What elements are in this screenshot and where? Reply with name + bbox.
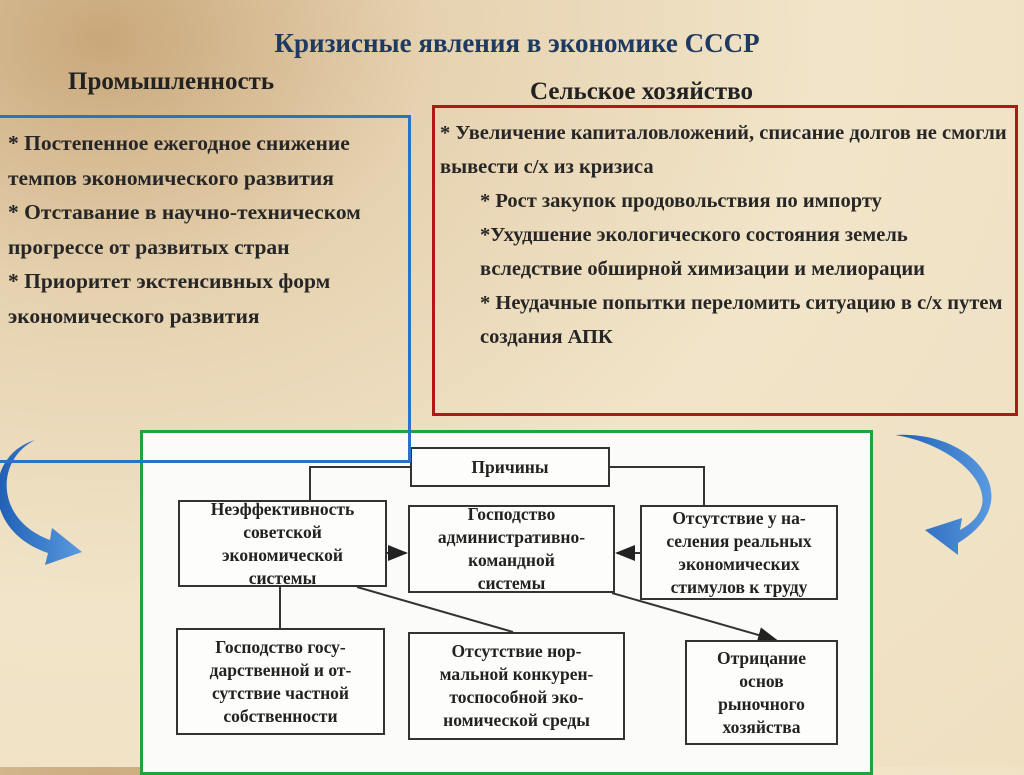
diagram-node: Отрицание основ рыночного хозяйства <box>685 640 838 745</box>
industry-item: * Отставание в научно-техническом прогрессе от развитых стран <box>8 200 361 259</box>
slide-title: Кризисные явления в экономике СССР <box>274 28 760 58</box>
agriculture-item: *Ухудшение экологического состояния земель вследствие обширной химизации и мелиорации <box>480 224 925 280</box>
diagram-node: Отсутствие нор- мальной конкурен- тоспособной эко- номической среды <box>408 632 625 740</box>
diagram-root-causes: Причины <box>410 447 610 487</box>
agriculture-list <box>440 116 1015 354</box>
industry-item: * Постепенное ежегодное снижение темпов экономического развития <box>8 131 350 190</box>
diagram-node: Неэффективность советской экономической системы <box>178 500 387 587</box>
diagram-node: Господство госу- дарственной и от- сутствие частной собственности <box>176 628 385 735</box>
industry-item: * Приоритет экстенсивных форм экономического развития <box>8 269 331 328</box>
industry-heading: Промышленность <box>68 68 275 95</box>
arrow-node2-node6 <box>612 593 776 640</box>
agriculture-item: * Увеличение капиталовложений, списание долгов не смогли вывести с/х из кризиса <box>440 122 1007 178</box>
agriculture-heading: Сельское хозяйство <box>530 78 753 105</box>
industry-list <box>8 126 408 333</box>
diagram-node: Господство административно- командной системы <box>408 505 615 593</box>
connector-root-left <box>310 467 410 500</box>
curved-arrow-right-icon <box>895 435 991 555</box>
diagram-node: Отсутствие у на- селения реальных экономических стимулов к труду <box>640 505 838 600</box>
agriculture-item: * Неудачные попытки переломить ситуацию в с/х путем создания АПК <box>480 292 1003 348</box>
agriculture-item: * Рост закупок продовольствия по импорту <box>480 190 882 212</box>
connector-root-right <box>610 467 704 505</box>
